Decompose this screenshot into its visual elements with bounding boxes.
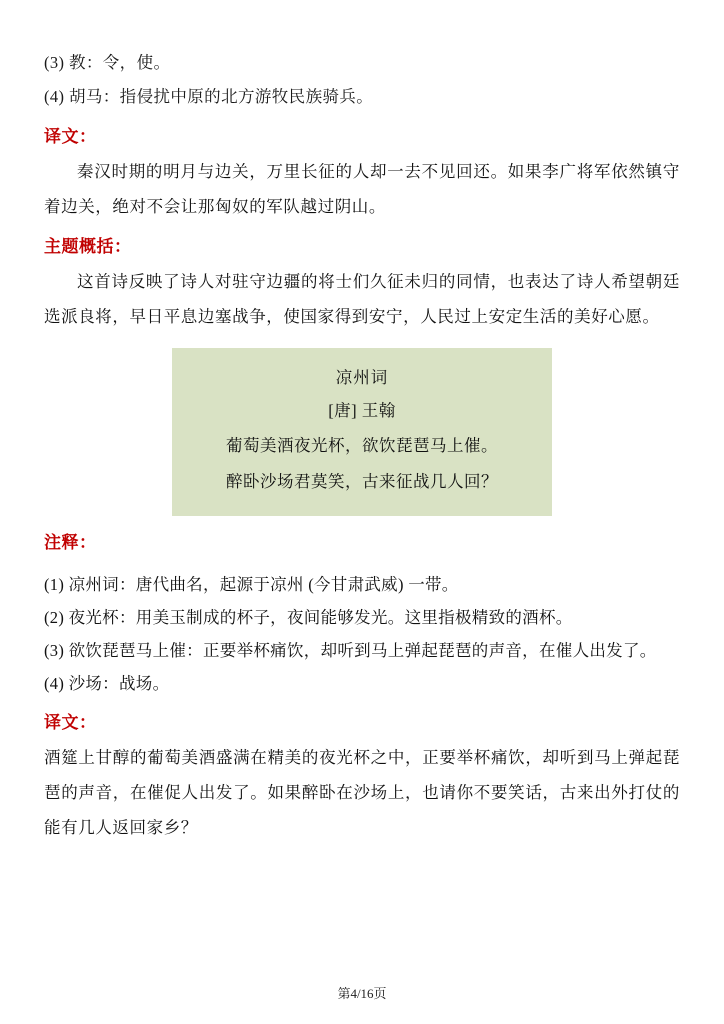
translation-heading-2: 译文： <box>44 713 97 732</box>
note-item-4: (4) 沙场：战场。 <box>44 674 170 693</box>
note-item-2: (2) 夜光杯：用美玉制成的杯子，夜间能够发光。这里指极精致的酒杯。 <box>44 608 573 627</box>
note-item-1: (1) 凉州词：唐代曲名，起源于凉州 (今甘肃武威) 一带。 <box>44 575 459 594</box>
notes-heading: 注释： <box>44 533 97 552</box>
page-footer: 第4/16页 <box>337 986 387 1001</box>
theme-summary-heading: 主题概括： <box>44 237 132 256</box>
poem-box <box>172 348 552 516</box>
theme-summary-paragraph: 这首诗反映了诗人对驻守边疆的将士们久征未归的同情，也表达了诗人希望朝廷选派良将，早日平息边塞战争，使国家得到安宁，人民过上安定生活的美好心愿。 <box>44 272 680 326</box>
top-note-3: (3) 教：令，使。 <box>44 53 171 72</box>
top-note-4: (4) 胡马：指侵扰中原的北方游牧民族骑兵。 <box>44 87 374 106</box>
poem-line-1: 葡萄美酒夜光杯，欲饮琵琶马上催。 <box>226 436 498 455</box>
poem-line-2: 醉卧沙场君莫笑，古来征战几人回？ <box>226 472 498 491</box>
translation-paragraph-1: 秦汉时期的明月与边关，万里长征的人却一去不见回还。如果李广将军依然镇守着边关，绝对不会让那匈奴的军队越过阴山。 <box>44 162 680 216</box>
poem-title: 凉州词 <box>335 368 389 387</box>
translation-heading-1: 译文： <box>44 127 97 146</box>
note-item-3: (3) 欲饮琵琶马上催：正要举杯痛饮，却听到马上弹起琵琶的声音，在催人出发了。 <box>44 641 657 660</box>
translation-paragraph-2: 酒筵上甘醇的葡萄美酒盛满在精美的夜光杯之中，正要举杯痛饮，却听到马上弹起琵琶的声音，在催促人出发了。如果醉卧在沙场上，也请你不要笑话，古来出外打仗的能有几人返回家乡？ <box>44 748 680 837</box>
poem-author: [唐] 王翰 <box>328 401 396 420</box>
notes-list <box>44 568 680 700</box>
